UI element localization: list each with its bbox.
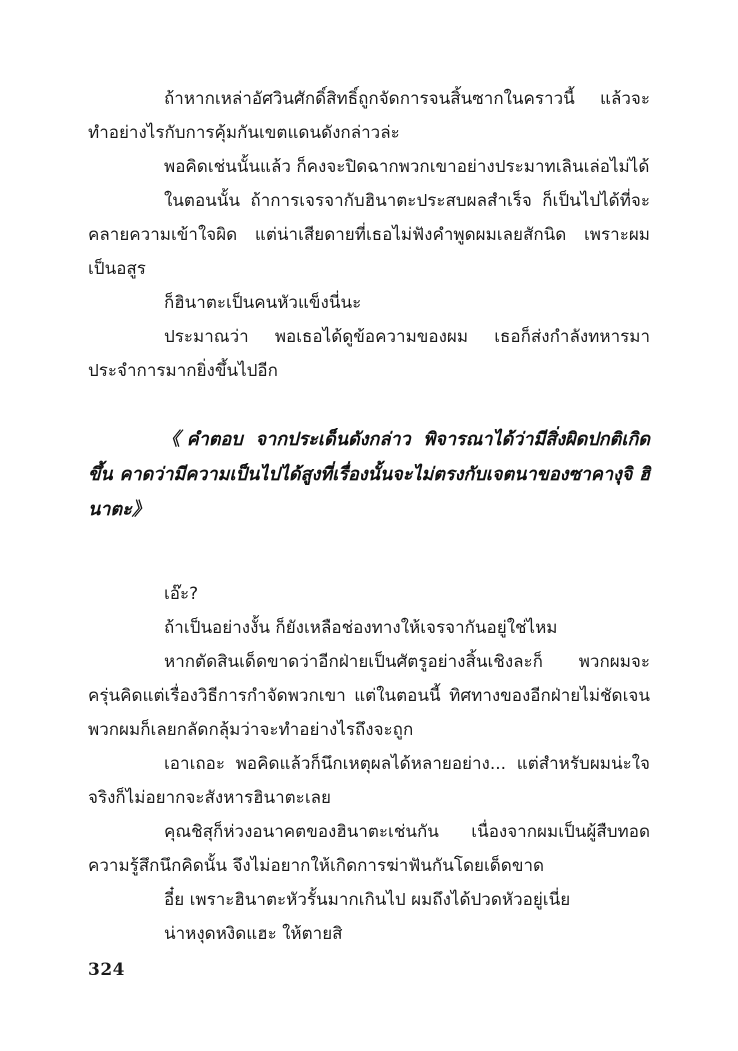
paragraph: ในตอนนั้น ถ้าการเจรจากับฮินาตะประสบผลสำเร็จ ก็เป็นไปได้ที่จะคลายความเข้าใจผิด แต่น่าเสียดายที่เธอไม่ฟังคำพูดผมเลยสักนิด เพราะผมเป็นอสูร xyxy=(88,191,650,279)
paragraph: อี๋ย เพราะฮินาตะหัวรั้นมากเกินไป ผมถึงได้ปวดหัวอยู่เนี่ย xyxy=(164,890,571,910)
paragraph: คุณชิสุก็ห่วงอนาคตของฮินาตะเช่นกัน เนื่องจากผมเป็นผู้สืบทอดความรู้สึกนึกคิดนั้น จึงไม่อยากให้เกิดการฆ่าฟันกันโดยเด็ดขาด xyxy=(88,822,650,876)
paragraph: น่าหงุดหงิดแฮะ ให้ตายสิ xyxy=(164,924,343,944)
paragraph: ประมาณว่า พอเธอได้ดูข้อความของผม เธอก็ส่งกำลังทหารมาประจำการมากยิ่งขึ้นไปอีก xyxy=(88,327,650,381)
paragraph: เอาเถอะ พอคิดแล้วก็นึกเหตุผลได้หลายอย่าง... แต่สำหรับผมน่ะใจจริงก็ไม่อยากจะสังหารฮินาตะเลย xyxy=(88,754,650,808)
paragraph: ก็ฮินาตะเป็นคนหัวแข็งนี่นะ xyxy=(164,293,362,313)
page-body xyxy=(88,82,650,951)
paragraph: พอคิดเช่นนั้นแล้ว ก็คงจะปิดฉากพวกเขาอย่างประมาทเลินเล่อไม่ได้ xyxy=(164,157,650,177)
system-message: 《คำตอบ จากประเด็นดังกล่าว พิจารณาได้ว่ามีสิ่งผิดปกติเกิดขึ้น คาดว่ามีความเป็นไปได้สูงที่เรื่องนั้นจะไม่ตรงกับเจตนาของซาคางุจิ ฮินาตะ》 xyxy=(88,429,650,520)
paragraph: ถ้าเป็นอย่างงั้น ก็ยังเหลือช่องทางให้เจรจากันอยู่ใช่ไหม xyxy=(164,618,558,638)
section-gap xyxy=(88,527,650,577)
page-number: 324 xyxy=(88,960,125,980)
paragraph: หากตัดสินเด็ดขาดว่าอีกฝ่ายเป็นศัตรูอย่างสิ้นเชิงละก็ พวกผมจะครุ่นคิดแต่เรื่องวิธีการกำจัดพวกเขา แต่ในตอนนี้ ทิศทางของอีกฝ่ายไม่ชัดเจน พวกผมก็เลยกลัดกลุ้มว่าจะทำอย่างไรถึงจะถูก xyxy=(88,652,650,740)
paragraph: ถ้าหากเหล่าอัศวินศักดิ์สิทธิ์ถูกจัดการจนสิ้นซากในคราวนี้ แล้วจะทำอย่างไรกับการคุ้มกันเขตแดนดังกล่าวล่ะ xyxy=(88,89,650,143)
paragraph: เอ๊ะ? xyxy=(164,584,199,604)
